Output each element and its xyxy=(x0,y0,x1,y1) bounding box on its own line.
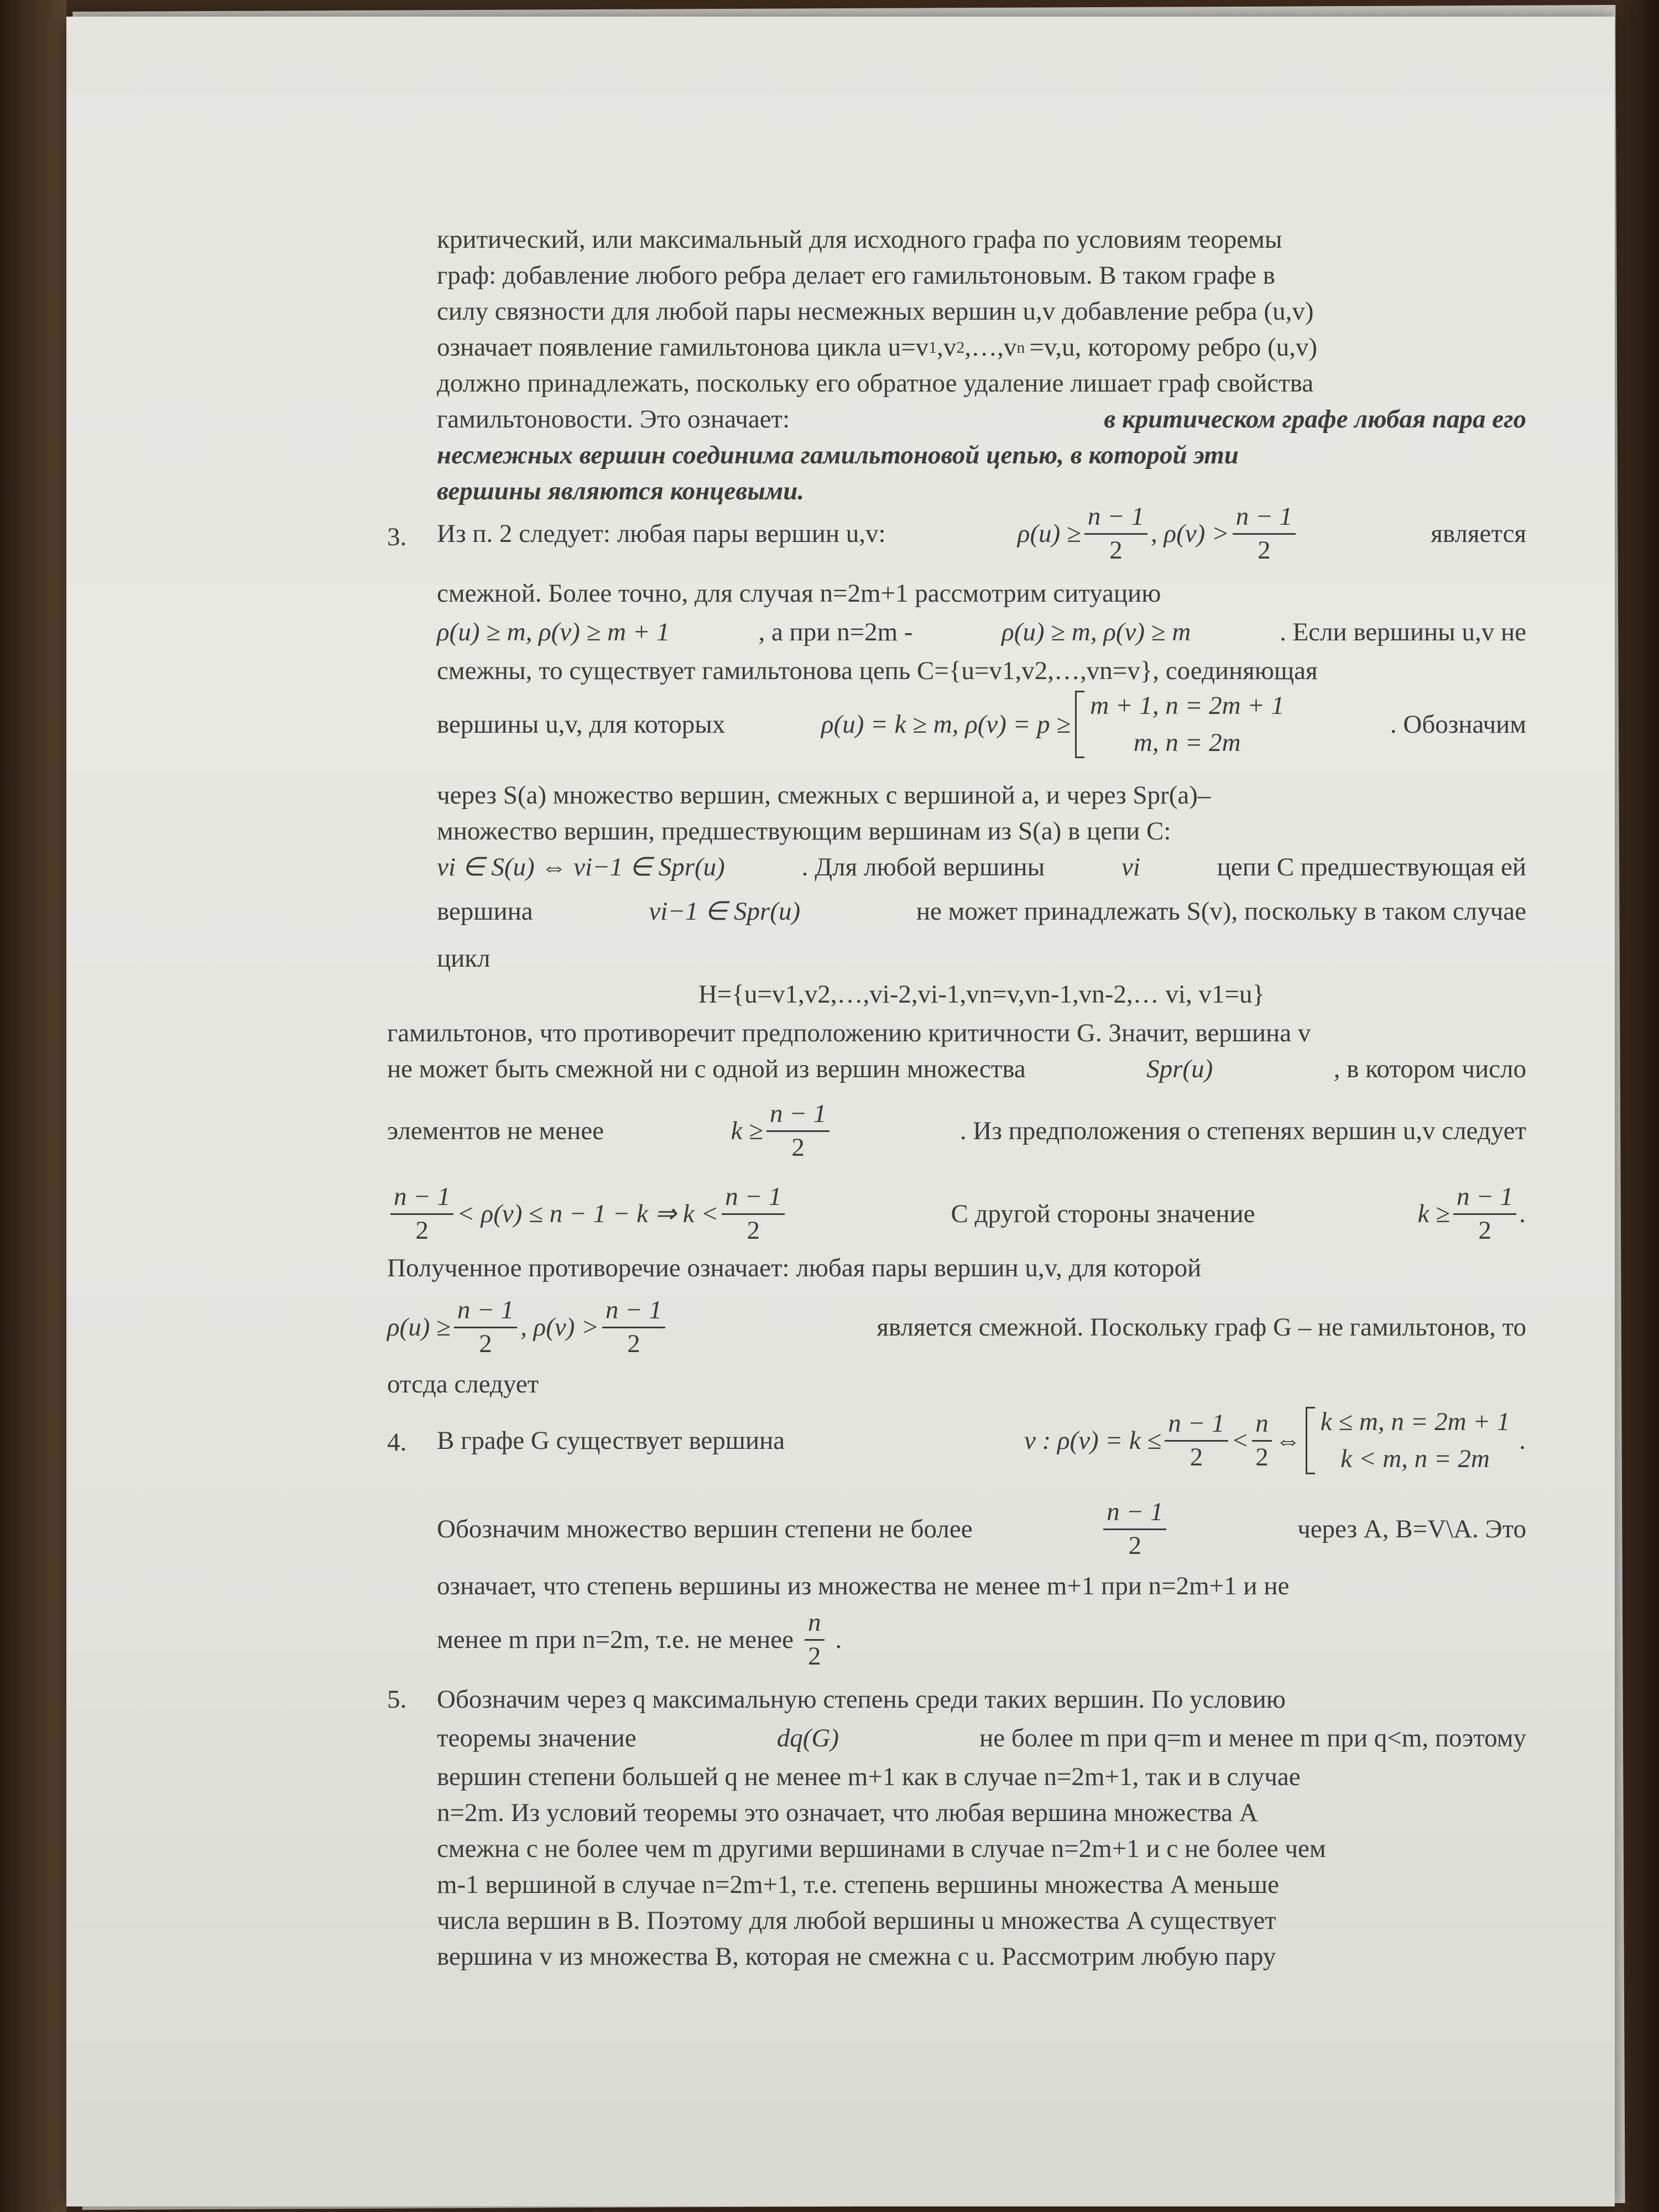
denominator: 2 xyxy=(791,1133,805,1162)
item3-line-2 xyxy=(437,581,1526,607)
text: . Обозначим xyxy=(1390,709,1526,739)
item4-line-2 xyxy=(437,1496,1526,1562)
text: . Если вершины u,v не xyxy=(1279,618,1526,646)
formula-h: H={u=v1,v2,…,vi-2,vi-1,vn=v,vn-1,vn-2,… vi, v1=u} xyxy=(698,980,1265,1009)
bracket-rows xyxy=(1315,1407,1515,1474)
fraction xyxy=(805,1609,825,1670)
item3-line-6 xyxy=(437,782,1526,808)
formula-k-bound xyxy=(731,1100,833,1161)
text: вершин степени большей q не менее m+1 как в случае n=2m+1, так и в случае xyxy=(437,1762,1301,1791)
text: является смежной. Поскольку граф G – не гамильтонов, то xyxy=(877,1312,1526,1342)
item5-line-3 xyxy=(437,1764,1526,1790)
text: В графе G существует вершина xyxy=(437,1426,785,1455)
formula: Spr(u) xyxy=(1146,1055,1213,1083)
math-text: < ρ(v) ≤ n − 1 − k ⇒ k < xyxy=(457,1199,719,1228)
math-text: ρ(u) ≥ xyxy=(1017,519,1081,548)
intro-line-4: означает появление гамильтонова цикла u=v 1 ,v 2 ,…,v n =v,u, которому ребро (u,v) xyxy=(437,333,1318,362)
numerator: n xyxy=(805,1609,825,1640)
mid-line-5 xyxy=(387,1255,1526,1281)
numerator: n − 1 xyxy=(1084,503,1147,534)
text: . Для любой вершины xyxy=(801,853,1045,881)
fraction xyxy=(1252,1410,1272,1471)
formula-contradiction xyxy=(387,1183,788,1244)
denominator: 2 xyxy=(1190,1442,1203,1472)
text: Из п. 2 следует: любая пары вершин u,v: xyxy=(437,519,886,548)
text: множество вершин, предшествующим вершинам из S(a) в цепи C: xyxy=(437,817,1171,846)
numerator: n − 1 xyxy=(1165,1410,1228,1441)
case-bracket xyxy=(1075,691,1290,758)
formula: vi−1 ∈ Spr(u) xyxy=(649,897,801,926)
case-row: k ≤ m, n = 2m + 1 xyxy=(1320,1407,1510,1436)
numerator: n − 1 xyxy=(454,1297,517,1328)
text: n=2m. Из условий теоремы это означает, что любая вершина множества A xyxy=(437,1798,1258,1827)
bracket-bar xyxy=(1306,1407,1315,1474)
text: ,v xyxy=(937,333,957,362)
fraction xyxy=(602,1297,665,1358)
math-text: , ρ(v) > xyxy=(520,1312,599,1342)
denominator: 2 xyxy=(808,1641,821,1671)
text: смежны, то существует гамильтонова цепь C={u=v1,v2,…,vn=v}, соединяющая xyxy=(437,656,1318,685)
emphasis-text: несмежных вершин соединима гамильтоновой цепью, в которой эти xyxy=(437,441,1239,469)
numerator: n − 1 xyxy=(722,1183,785,1214)
intro-line-5 xyxy=(437,371,1526,397)
text: не может принадлежать S(v), поскольку в таком случае xyxy=(916,897,1526,926)
intro-line-8 xyxy=(437,478,1526,504)
mid-line-6 xyxy=(387,1294,1526,1360)
item4-line-3 xyxy=(437,1573,1526,1599)
formula-k-value: k ≥ $\frac{n - 1}{2}$ . xyxy=(1417,1182,1526,1245)
text: не может быть смежной ни с одной из вершин множества xyxy=(387,1055,1026,1083)
denominator: 2 xyxy=(415,1215,429,1245)
text: граф: добавление любого ребра делает его гамильтоновым. В таком графе в xyxy=(437,261,1275,290)
emphasis-text: в критическом графе любая пара его xyxy=(1104,405,1526,434)
mid-line-2 xyxy=(387,1056,1526,1082)
text: означает, что степень вершины из множества не менее m+1 при n=2m+1 и не xyxy=(437,1572,1290,1600)
mid-line-1 xyxy=(387,1020,1526,1046)
intro-line-2 xyxy=(437,263,1526,289)
item5-line-7 xyxy=(437,1908,1526,1934)
item4-line-4: менее m при n=2m, т.е. не менее $\frac{n}{2}$ . xyxy=(437,1608,842,1671)
math-text: < xyxy=(1231,1426,1249,1455)
text: Обозначим множество вершин степени не более xyxy=(437,1514,973,1543)
bracket-bar xyxy=(1075,691,1084,758)
item-4-number: 4. xyxy=(387,1428,407,1457)
math-text: ⇔ xyxy=(1275,1426,1301,1455)
math-text: ρ(u) ≥ xyxy=(387,1312,451,1342)
text: вершина xyxy=(437,897,533,926)
text: вершина v из множества B, которая не смежна с u. Рассмотрим любую пару xyxy=(437,1942,1276,1971)
intro-line-3 xyxy=(437,299,1526,325)
fraction xyxy=(390,1183,453,1244)
math-text: k ≥ xyxy=(1417,1199,1451,1228)
fraction xyxy=(1084,503,1147,564)
item5-line-1 xyxy=(437,1687,1526,1713)
numerator: n − 1 xyxy=(1233,503,1296,534)
formula: dq(G) xyxy=(776,1724,839,1752)
item5-line-8 xyxy=(437,1944,1526,1970)
text: силу связности для любой пары несмежных вершин u,v добавление ребра (u,v) xyxy=(437,297,1314,326)
numerator: n xyxy=(1252,1410,1272,1441)
denominator: 2 xyxy=(1258,535,1271,565)
emphasis-text: вершины являются концевыми. xyxy=(437,477,805,505)
denominator: 2 xyxy=(1255,1442,1269,1472)
formula: vi xyxy=(1121,853,1140,881)
fraction xyxy=(1453,1183,1516,1244)
item3-line-1 xyxy=(437,503,1526,564)
item5-line-2 xyxy=(437,1725,1526,1751)
math-text: ρ(u) = k ≥ m, ρ(v) = p ≥ xyxy=(821,709,1071,739)
formula-degree-condition-2 xyxy=(387,1297,669,1358)
text: числа вершин в B. Поэтому для любой вершины u множества A существует xyxy=(437,1906,1276,1935)
text: смежной. Более точно, для случая n=2m+1 рассмотрим ситуацию xyxy=(437,579,1161,608)
mid-line-3 xyxy=(387,1098,1526,1164)
intro-line-1 xyxy=(437,227,1526,253)
fraction xyxy=(1233,503,1296,564)
case-row: m, n = 2m xyxy=(1133,728,1241,757)
text: смежна с не более чем m другими вершинами в случае n=2m+1 и с не более чем xyxy=(437,1834,1326,1863)
fraction xyxy=(1103,1499,1166,1559)
text: должно принадлежать, поскольку его обратное удаление лишает граф свойства xyxy=(437,369,1314,398)
case-row: k < m, n = 2m xyxy=(1340,1444,1490,1473)
bracket-rows xyxy=(1084,691,1290,758)
case-bracket xyxy=(1306,1407,1515,1474)
math-text: v : ρ(v) = k ≤ xyxy=(1024,1426,1162,1455)
text: цикл xyxy=(437,944,491,973)
formula: vi ∈ S(u) ⇔ vi−1 ∈ Spr(u) xyxy=(437,853,725,881)
item-5-number: 5. xyxy=(387,1685,407,1714)
text: не более m при q=m и менее m при q<m, поэтому xyxy=(979,1724,1526,1752)
text: отсда следует xyxy=(387,1370,539,1399)
text: гамильтоновости. Это означает: xyxy=(437,405,790,434)
denominator: 2 xyxy=(1478,1215,1491,1245)
formula: ρ(u) ≥ m, ρ(v) ≥ m xyxy=(1001,618,1191,646)
denominator: 2 xyxy=(747,1215,760,1245)
item3-line-7 xyxy=(437,818,1526,844)
mid-line-4 xyxy=(387,1181,1526,1247)
item4-line-1 xyxy=(437,1405,1526,1477)
text: Полученное противоречие означает: любая пары вершин u,v, для которой xyxy=(387,1254,1202,1282)
numerator: n − 1 xyxy=(390,1183,453,1214)
math-text: , ρ(v) > xyxy=(1151,519,1229,548)
item3-line-3 xyxy=(437,619,1526,645)
text: означает появление гамильтонова цикла u=v xyxy=(437,333,929,362)
text: =v,u, которому ребро (u,v) xyxy=(1029,333,1318,362)
item3-line-4 xyxy=(437,658,1526,684)
fraction xyxy=(454,1297,517,1358)
text: ,…,v xyxy=(964,333,1017,362)
mid-line-7 xyxy=(387,1371,1526,1397)
denominator: 2 xyxy=(627,1329,640,1358)
formula-degree-condition xyxy=(1018,503,1299,564)
item5-line-4 xyxy=(437,1800,1526,1826)
text: гамильтонов, что противоречит предположению критичности G. Значит, вершина v xyxy=(387,1019,1311,1047)
text: . Из предположения о степенях вершин u,v следует xyxy=(959,1116,1526,1145)
text: , а при n=2m - xyxy=(758,618,913,646)
text: Обозначим через q максимальную степень среди таких вершин. По условию xyxy=(437,1685,1286,1714)
denominator: 2 xyxy=(479,1329,492,1358)
numerator: n − 1 xyxy=(602,1297,665,1328)
text: вершины u,v, для которых xyxy=(437,709,726,739)
text: m-1 вершиной в случае n=2m+1, т.е. степень вершины множества A меньше xyxy=(437,1870,1279,1899)
formula-vertex-exists: v : ρ(v) = k ≤ $\frac{n - 1}{2}$ < $\frac{n}{2}$ ⇔ k ≤ m, n = 2m + 1 k < m, n = 2m . xyxy=(1024,1407,1526,1473)
math-text: k ≥ xyxy=(731,1116,764,1145)
denominator: 2 xyxy=(1109,535,1123,565)
numerator: n − 1 xyxy=(1103,1499,1166,1530)
fraction xyxy=(1165,1410,1228,1471)
case-row: m + 1, n = 2m + 1 xyxy=(1090,691,1285,720)
text: С другой стороны значение xyxy=(951,1199,1255,1228)
text: через S(a) множество вершин, смежных с вершиной a, и через Spr(a)– xyxy=(437,781,1211,810)
item5-line-6 xyxy=(437,1872,1526,1898)
item3-line-5 xyxy=(437,688,1526,760)
fraction xyxy=(722,1183,785,1244)
formula-case xyxy=(821,691,1294,758)
text: через A, B=V\A. Это xyxy=(1297,1514,1526,1543)
text: элементов не менее xyxy=(387,1116,604,1145)
item-3-number: 3. xyxy=(387,523,407,551)
text: теоремы значение xyxy=(437,1724,637,1752)
text: является xyxy=(1431,519,1526,548)
text: цепи C предшествующая ей xyxy=(1217,853,1526,881)
intro-line-6 xyxy=(437,406,1526,432)
fraction xyxy=(766,1100,830,1161)
numerator: n − 1 xyxy=(1453,1183,1516,1214)
item3-line-8 xyxy=(437,854,1526,880)
background-table-left xyxy=(0,0,66,2212)
intro-line-7 xyxy=(437,442,1526,468)
text: , в котором число xyxy=(1333,1055,1526,1083)
text: критический, или максимальный для исходного графа по условиям теоремы xyxy=(437,225,1282,254)
denominator: 2 xyxy=(1128,1531,1142,1560)
text: менее m при n=2m, т.е. не менее xyxy=(437,1625,794,1654)
item5-line-5 xyxy=(437,1836,1526,1862)
formula: ρ(u) ≥ m, ρ(v) ≥ m + 1 xyxy=(437,618,670,646)
document-page xyxy=(66,17,1615,2206)
item3-line-9 xyxy=(437,899,1526,925)
formula-h-line xyxy=(437,982,1526,1008)
numerator: n − 1 xyxy=(766,1100,830,1131)
item3-line-10 xyxy=(437,946,1526,972)
